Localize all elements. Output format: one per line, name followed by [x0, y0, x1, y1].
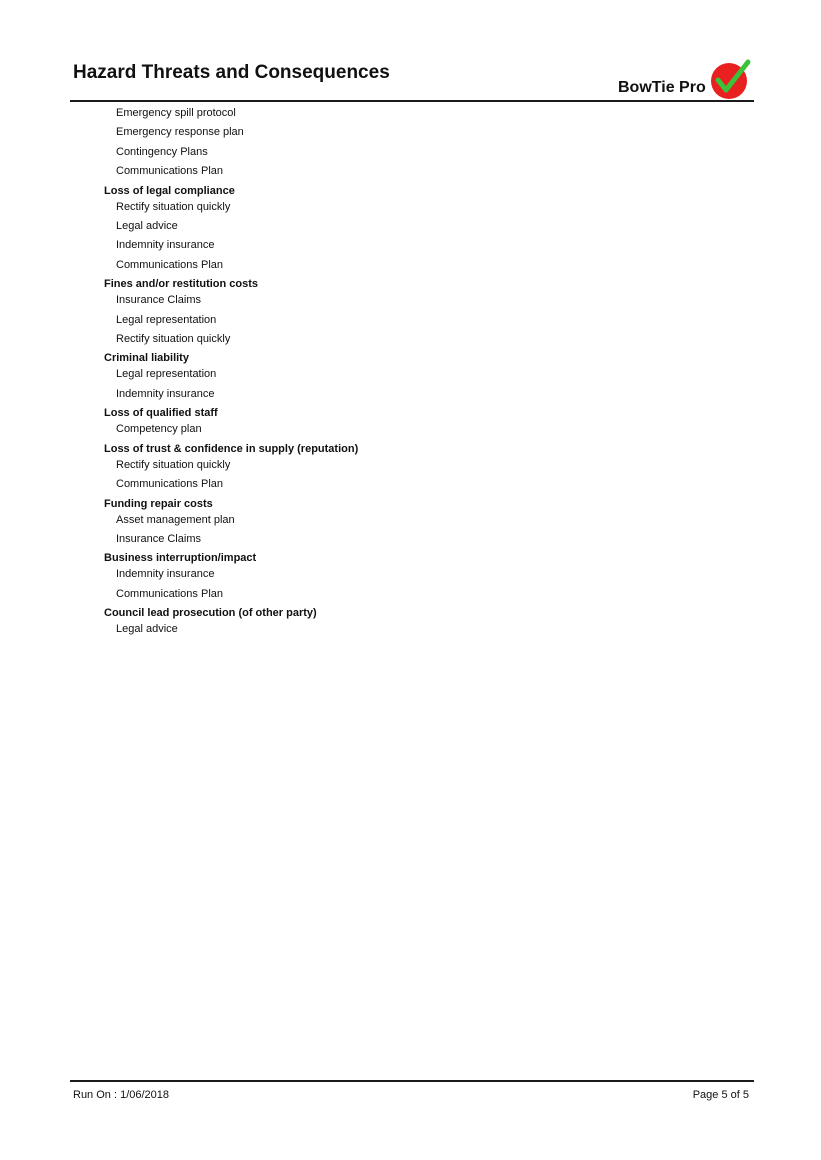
control-item: Contingency Plans [116, 145, 208, 158]
consequence-heading: Loss of trust & confidence in supply (reputation) [104, 442, 359, 455]
brand [618, 58, 751, 105]
consequence-heading: Funding repair costs [104, 497, 213, 510]
control-item: Legal representation [116, 313, 217, 326]
control-item: Indemnity insurance [116, 239, 215, 252]
consequence-heading: Loss of qualified staff [104, 407, 218, 420]
control-item: Rectify situation quickly [116, 200, 231, 213]
consequence-heading: Business interruption/impact [104, 552, 257, 565]
control-item: Communications Plan [116, 478, 223, 491]
control-item: Rectify situation quickly [116, 458, 231, 471]
control-item: Communications Plan [116, 587, 223, 600]
control-item: Insurance Claims [116, 532, 201, 545]
consequence-group [104, 549, 744, 604]
control-item: Asset management plan [116, 513, 235, 526]
consequence-group [104, 349, 744, 404]
consequence-group [104, 440, 744, 495]
control-item: Legal advice [116, 220, 178, 233]
checkmark-circle-icon [711, 58, 751, 105]
consequence-heading: Loss of legal compliance [104, 184, 235, 197]
consequence-group [104, 182, 744, 276]
page-number: Page 5 of 5 [692, 1089, 749, 1101]
consequence-group [104, 604, 744, 639]
control-item: Indemnity insurance [116, 568, 215, 581]
consequence-heading: Criminal liability [104, 352, 189, 365]
control-item: Legal advice [116, 623, 178, 636]
footer-divider [70, 1080, 754, 1082]
control-item: Communications Plan [116, 258, 223, 271]
header-divider [70, 100, 754, 102]
control-item: Rectify situation quickly [116, 333, 231, 346]
consequence-group [104, 275, 744, 349]
consequence-heading: Council lead prosecution (of other party) [104, 607, 317, 620]
control-item: Emergency response plan [116, 126, 244, 139]
control-item: Indemnity insurance [116, 387, 215, 400]
brand-name: BowTie Pro [618, 78, 706, 96]
consequence-heading: Fines and/or restitution costs [104, 278, 259, 291]
consequence-list [104, 104, 744, 640]
leading-group [104, 104, 744, 182]
control-item: Communications Plan [116, 165, 223, 178]
control-item: Competency plan [116, 423, 202, 436]
control-item: Legal representation [116, 368, 217, 381]
control-item: Emergency spill protocol [116, 107, 236, 119]
consequence-group [104, 495, 744, 550]
control-item: Insurance Claims [116, 294, 201, 307]
run-date: Run On : 1/06/2018 [73, 1089, 170, 1101]
consequence-group [104, 404, 744, 439]
page-title: Hazard Threats and Consequences [73, 62, 390, 83]
